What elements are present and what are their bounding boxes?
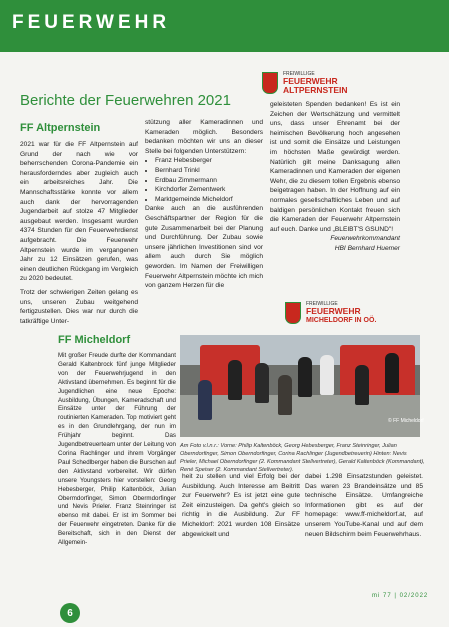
subheading-micheldorf: FF Micheldorf xyxy=(58,334,131,346)
article-headline: Berichte der Feuerwehren 2021 xyxy=(20,92,231,109)
altpernstein-col-3: geleisteten Spenden bedanken! Es ist ein Zeichen der Wertschätzung und vermittelt uns, dass unser Ehrenamt bei der heimischen Bevölkerung hoch angesehen ist und somit die Einsätze und Leistungen im höchsten Maße gewürdigt werden. Natürlich gilt meine Danksagung allen Kameradinnen und Kameraden der eigenen Wehr, die zu diesem tollen Ergebnis ebenso beigetragen haben. In der Hoffnung auf ein normales gesellschaftliches Leben und auf baldigen persönlichen Kontakt freuen sich die Kameraden der Feuerwehr Altpernstein auf euch. Danke und „BLEIBT'S GSUND"! Feuerwehrkommandant HBI Bernhard Huemer xyxy=(270,101,400,252)
ff-altpernstein-logo: FREIWILLIGE FEUERWEHR ALTPERNSTEIN xyxy=(262,70,348,96)
crest-icon xyxy=(285,302,301,324)
issue-info: mi 77 | 02/2022 xyxy=(372,593,429,599)
list-item: • Marktgemeinde Micheldorf xyxy=(155,195,263,205)
micheldorf-col-2: heit zu stellen und viel Erfolg bei der Ausbildung. Auch Interesse am Beitritt zur Feuerwehr? Es ist jetzt eine gute Zeit einzusteigen. Da geht's gleich so richtig in die Ausbildung. Zur FF Micheldorf: 2021 wurden 108 Einsätze abgewickelt und xyxy=(182,473,300,538)
micheldorf-col-3: dabei 1.298 Einsatzstunden geleistet. Das waren 23 Brandeinsätze und 85 technische Einsätze. Umfangreiche Informationen gibt es auf der homepage: www.ff-micheldorf.at, auf unserem YouTube-Kanal und auf dem neuen Bildschirm beim Feuerwehrhaus. xyxy=(305,473,423,538)
section-banner xyxy=(0,0,449,52)
banner-title: FEUERWEHR xyxy=(12,12,171,33)
list-item: • Bernhard Trinkl xyxy=(155,166,263,176)
list-item: • Franz Hebesberger xyxy=(155,156,263,166)
person xyxy=(385,353,399,393)
crest-icon xyxy=(262,72,278,94)
altpernstein-col-1: 2021 war für die FF Altpernstein auf Grund der nach wie vor beherrschenden Corona-Pandemie ein herausforderndes aber zugleich auch ein arbeitsreiches Jahr. Die Mannschaftsstärke konnte vor allem auch dank der hervorragenden Jugendarbeit auf stolze 47 Mitglieder ausgebaut werden. Insgesamt wurden 4374 Stunden für den Feuerwehrdienst aufgebracht. Die Feuerwehr Altpernstein wurde im vergangenen Jahr zu 12 Einsätzen gerufen, was einen deutlichen Rückgang im Vergleich zu 2020 bedeutet. Trotz der schwierigen Zeiten gelang es uns, unseren Zubau weitgehend fertigzustellen. Dies war nur durch die tatkräftige Unter- xyxy=(20,141,138,325)
person xyxy=(198,380,212,420)
ff-micheldorf-logo: FREIWILLIGE FEUERWEHR MICHELDORF IN OÖ. xyxy=(285,300,376,326)
list-item: • Kirchdorfer Zementwerk xyxy=(155,185,263,195)
list-item: • Erdbau Zimmermann xyxy=(155,176,263,186)
group-photo xyxy=(180,335,420,437)
person xyxy=(355,365,369,405)
subheading-altpernstein: FF Altpernstein xyxy=(20,122,101,134)
person xyxy=(228,360,242,400)
altpernstein-col-2: stützung aller Kameradinnen und Kameraden möglich. Besonders bedanken möchten wir uns an dieser Stelle bei folgenden Unterstützern: • Franz Hebesberger • Bernhard Trinkl • Erdbau Zimmermann • Kirchdorfer Zementwerk • Marktgemeinde Micheldorf Danke auch an die ausführenden Geschäftspartner der Region für die gute Zusammenarbeit bei der Planung und Durchführung. Der Zubau sowie unsere jährlichen Investitionen sind vor allem auch durch Sie möglich geworden. Im Namen der Freiwilligen Feuerwehr Altpernstein möchte ich mich von ganzem Herzen für die xyxy=(145,118,263,291)
photo-credit: © FF Micheldorf xyxy=(388,418,424,424)
person xyxy=(320,355,334,395)
fire-truck xyxy=(340,345,415,400)
photo-caption: Am Foto v.l.n.r.: Vorne: Philip Kaltenböck, Georg Hebesberger, Franz Steinringer, Julian Oberndorfinger, Simon Oberndorfinger, Corina Rachlinger (Jugendbetreuerin) Hinten: Nevis Prieler, Michael Oberndorfinger (2. Kommandant Stellvertreter), Gerald Kaltenböck (Kommandant), René Speiser (2. Kommandant Stellvertreter). xyxy=(180,443,425,473)
person xyxy=(298,357,312,397)
micheldorf-col-1: Mit großer Freude durfte der Kommandant Gerald Kaltenbrock fünf junge Mitglieder von der Feuerwehrjugend in den Aktivstand übernehmen. Es beginnt für die Jugendlichen eine neue Epoche: Ausbildung, Übungen, Kameradschaft und Einsätze unter der Führung der routinierten Kameraden. Top motiviert geht es in den Grundlehrgang, der nun im Frühjahr beginnt. Das Jugendbetreuerteam unter der Leitung von Corina Rachlinger und ihrem Vorgänger Paul Schedlberger haben die Burschen auf den Aktivstand vorbereitet. Wir dürfen unsere Youngsters hier vorstellen: Georg Hebesberger, Philip Kaltenböck, Julian Obermdorfinger, Simon Obermdorfinger und Nevis Prieler. Franz Steinringer ist ebenso mit dabei. Er ist im Sommer bei der Feuerwehr eingetreten. Danke für die Bereitschaft, sich in den Dienst der Allgemein- xyxy=(58,352,176,547)
sponsor-list xyxy=(145,156,263,204)
person xyxy=(278,375,292,415)
page-number: 6 xyxy=(60,603,80,623)
person xyxy=(255,363,269,403)
signature: HBI Bernhard Huemer xyxy=(334,244,400,252)
